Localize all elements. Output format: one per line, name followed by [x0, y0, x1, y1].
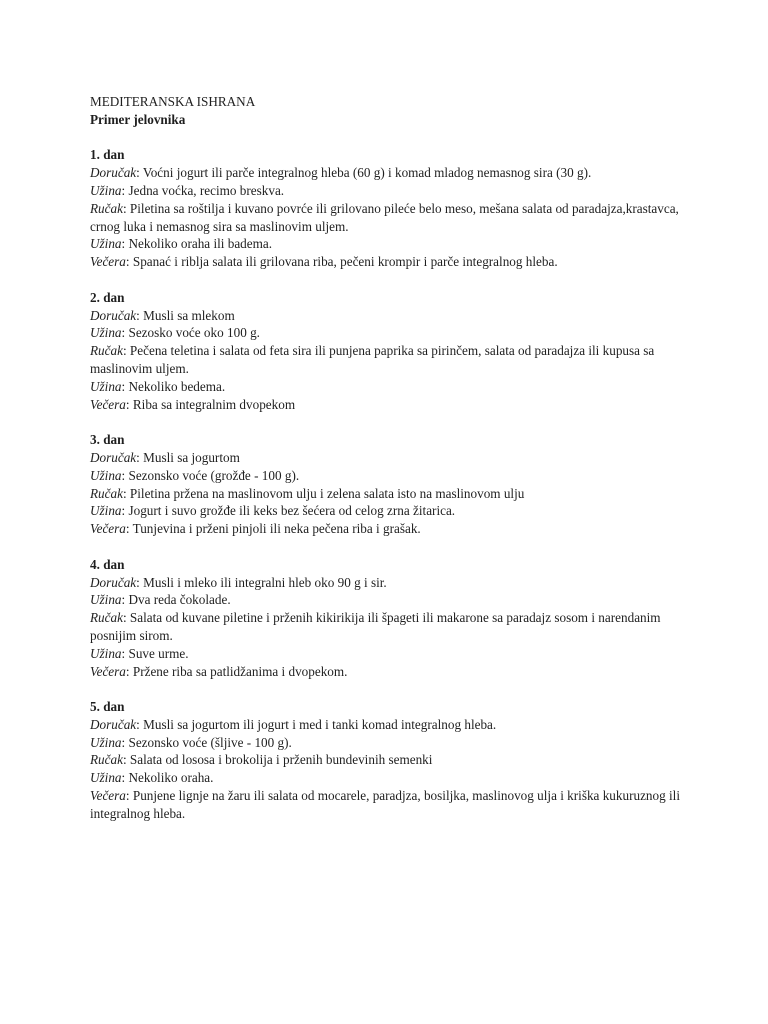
meal-separator: : [125, 521, 133, 537]
meal-separator: : [136, 716, 144, 732]
meal-description: Sezonsko voće (šljive - 100 g). [128, 734, 292, 750]
meal-description: Piletina sa roštilja i kuvano povrće ili grilovano pileće belo meso, mešana salata od paradajza,krastavca, crnog luka i nemasnog sira sa maslinovim uljem. [90, 200, 679, 234]
meal-line [90, 769, 690, 787]
meal-line [90, 253, 690, 271]
meal-name: Doručak [90, 716, 137, 732]
meal-line [90, 716, 690, 734]
meal-separator: : [121, 182, 129, 198]
document-page [90, 93, 690, 823]
meal-description: Riba sa integralnim dvopekom [132, 396, 296, 412]
meal-line [90, 485, 690, 503]
meal-name: Užina [90, 770, 122, 786]
meal-line [90, 182, 690, 200]
meal-name: Ručak [90, 752, 123, 768]
meal-line [90, 164, 690, 182]
meal-description: Sezonsko voće (grožđe - 100 g). [128, 467, 300, 483]
meal-separator: : [122, 752, 130, 768]
meal-separator: : [122, 200, 130, 216]
meal-name: Večera [90, 396, 126, 412]
meal-description: Salata od kuvane piletine i prženih kikirikija ili špageti ili makarone sa paradajz sosom i narendanim posnijim sirom. [90, 610, 661, 643]
meal-line [90, 307, 690, 325]
menu-days [90, 146, 690, 822]
meal-description: Musli i mleko ili integralni hleb oko 90 g i sir. [143, 574, 387, 590]
meal-separator: : [122, 485, 130, 501]
meal-line [90, 342, 690, 378]
document-title: MEDITERANSKA ISHRANA [90, 94, 256, 109]
day-section [90, 289, 690, 414]
day-title: 2. dan [90, 289, 125, 305]
meal-description: Sezosko voće oko 100 g. [128, 325, 260, 341]
meal-description: Nekoliko oraha ili badema. [128, 236, 273, 252]
meal-name: Ručak [90, 200, 123, 216]
day-title: 1. dan [90, 147, 125, 163]
meal-name: Večera [90, 254, 126, 270]
meal-line [90, 502, 690, 520]
meal-name: Užina [90, 325, 122, 341]
meal-name: Doručak [90, 574, 137, 590]
meal-description: Musli sa jogurtom ili jogurt i med i tanki komad integralnog hleba. [143, 716, 497, 732]
meal-description: Pečena teletina i salata od feta sira ili punjena paprika sa pirinčem, salata od paradajza ili kupusa sa maslinovim uljem. [90, 343, 655, 376]
meal-separator: : [122, 343, 130, 359]
meal-name: Užina [90, 734, 122, 750]
meal-description: Nekoliko oraha. [128, 770, 214, 786]
meal-line [90, 574, 690, 592]
meal-separator: : [136, 307, 144, 323]
meal-separator: : [121, 770, 129, 786]
meal-separator: : [121, 503, 129, 519]
meal-line [90, 200, 690, 236]
meal-name: Užina [90, 236, 122, 252]
meal-description: Musli sa mlekom [143, 307, 235, 323]
meal-separator: : [122, 610, 130, 626]
meal-line [90, 396, 690, 414]
meal-description: Spanać i riblja salata ili grilovana riba, pečeni krompir i parče integralnog hleba. [132, 254, 558, 270]
meal-name: Ručak [90, 485, 123, 501]
meal-name: Doručak [90, 307, 137, 323]
meal-separator: : [121, 645, 129, 661]
document-subtitle: Primer jelovnika [90, 111, 186, 127]
day-title: 5. dan [90, 699, 125, 715]
meal-name: Večera [90, 788, 126, 804]
meal-description: Jedna voćka, recimo breskva. [128, 182, 285, 198]
meal-separator: : [125, 663, 133, 679]
meal-name: Večera [90, 663, 126, 679]
meal-separator: : [136, 165, 143, 181]
meal-separator: : [125, 396, 133, 412]
meal-name: Užina [90, 378, 122, 394]
meal-line [90, 520, 690, 538]
meal-description: Pržene riba sa patlidžanima i dvopekom. [132, 663, 348, 679]
meal-separator: : [136, 574, 144, 590]
meal-line [90, 235, 690, 253]
day-title: 4. dan [90, 556, 125, 572]
meal-name: Doručak [90, 449, 137, 465]
meal-line [90, 734, 690, 752]
meal-description: Piletina pržena na maslinovom ulju i zelena salata isto na maslinovom ulju [129, 485, 525, 501]
meal-line [90, 609, 690, 645]
day-title: 3. dan [90, 432, 125, 448]
meal-name: Užina [90, 467, 122, 483]
meal-line [90, 467, 690, 485]
meal-description: Dva reda čokolade. [128, 592, 231, 608]
meal-separator: : [125, 254, 133, 270]
meal-line [90, 449, 690, 467]
meal-name: Ručak [90, 610, 123, 626]
day-section [90, 431, 690, 538]
meal-description: Voćni jogurt ili parče integralnog hleba (60 g) i komad mladog nemasnog sira (30 g). [142, 165, 592, 181]
meal-separator: : [136, 449, 144, 465]
meal-name: Užina [90, 645, 122, 661]
meal-name: Užina [90, 182, 122, 198]
meal-description: Musli sa jogurtom [143, 449, 240, 465]
meal-line [90, 751, 690, 769]
meal-separator: : [121, 734, 129, 750]
meal-line [90, 787, 690, 823]
meal-name: Ručak [90, 343, 123, 359]
meal-separator: : [121, 378, 129, 394]
meal-line [90, 645, 690, 663]
meal-description: Tunjevina i prženi pinjoli ili neka pečena riba i grašak. [132, 521, 421, 537]
meal-description: Jogurt i suvo grožđe ili keks bez šećera od celog zrna žitarica. [128, 503, 456, 519]
day-section [90, 146, 690, 271]
meal-description: Salata od lososa i brokolija i prženih bundevinih semenki [129, 752, 433, 768]
day-section [90, 698, 690, 823]
meal-line [90, 378, 690, 396]
meal-line [90, 591, 690, 609]
meal-line [90, 663, 690, 681]
meal-line [90, 324, 690, 342]
meal-name: Doručak [90, 165, 137, 181]
meal-separator: : [121, 592, 129, 608]
day-section [90, 556, 690, 681]
meal-name: Užina [90, 503, 122, 519]
meal-description: Punjene lignje na žaru ili salata od mocarele, paradjza, bosiljka, maslinovog ulja i kriška kukuruznog ili integralnog hleba. [90, 788, 680, 821]
meal-name: Užina [90, 592, 122, 608]
meal-separator: : [121, 236, 129, 252]
meal-description: Nekoliko bedema. [128, 378, 226, 394]
meal-separator: : [121, 325, 129, 341]
meal-name: Večera [90, 521, 126, 537]
meal-separator: : [125, 788, 133, 804]
meal-separator: : [121, 467, 129, 483]
meal-description: Suve urme. [128, 645, 189, 661]
